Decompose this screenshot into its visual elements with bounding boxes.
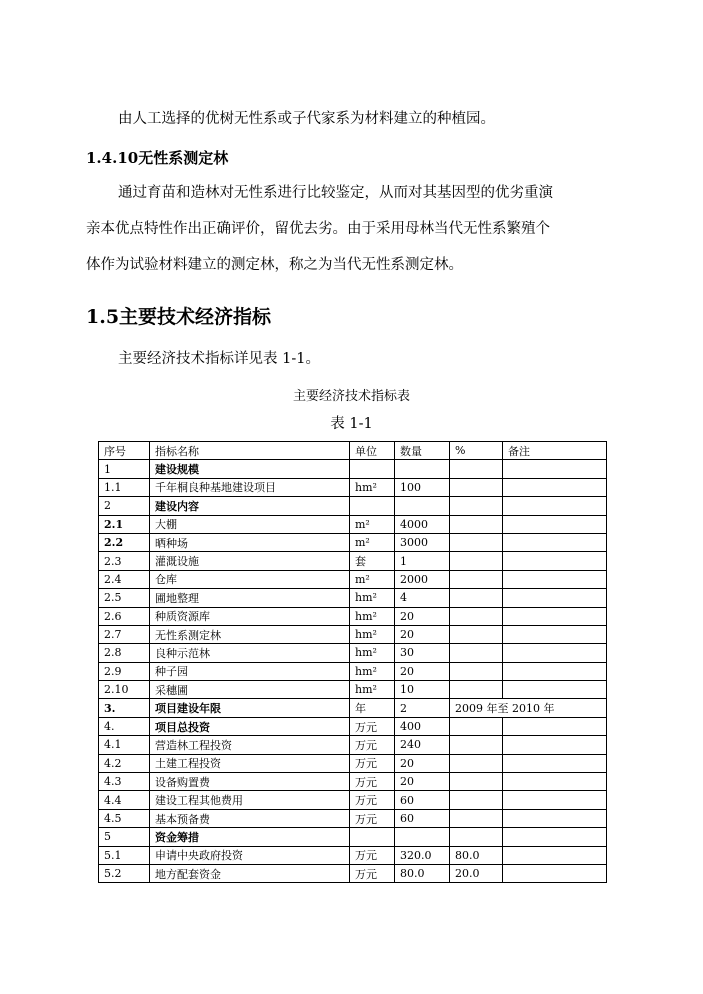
table-cell-remark: [503, 754, 607, 772]
table-cell-percent: [450, 607, 503, 625]
clone-paragraph-line-1: 通过育苗和造林对无性系进行比较鉴定，从而对其基因型的优劣重演: [118, 185, 553, 201]
table-cell-unit: 年: [350, 699, 395, 717]
table-cell-remark: [503, 607, 607, 625]
table-cell-percent: [450, 681, 503, 699]
header-cell-remark: 备注: [503, 442, 607, 460]
table-row: [99, 846, 607, 864]
table-cell-remark: [503, 515, 607, 533]
table-cell-seq: 5.1: [99, 846, 150, 864]
table-cell-percent: [450, 717, 503, 735]
table-row: [99, 589, 607, 607]
table-row: [99, 570, 607, 588]
table-cell-quantity: [395, 497, 450, 515]
table-row: [99, 478, 607, 496]
table-cell-name: 圃地整理: [150, 589, 350, 607]
header-cell-unit: 单位: [350, 442, 395, 460]
table-cell-percent: 2009 年至 2010 年: [450, 699, 607, 717]
table-cell-seq: 4.3: [99, 773, 150, 791]
table-cell-seq: 2.8: [99, 644, 150, 662]
table-cell-unit: 万元: [350, 864, 395, 882]
table-title: 主要经济技术指标表: [292, 389, 410, 404]
table-cell-percent: [450, 478, 503, 496]
table-cell-remark: [503, 497, 607, 515]
table-row: [99, 515, 607, 533]
table-cell-quantity: 20: [395, 662, 450, 680]
table-cell-percent: [450, 736, 503, 754]
table-cell-name: 晒种场: [150, 533, 350, 551]
table-cell-quantity: 60: [395, 809, 450, 827]
table-cell-name: 良种示范林: [150, 644, 350, 662]
table-cell-unit: 套: [350, 552, 395, 570]
table-cell-remark: [503, 828, 607, 846]
table-cell-seq: 2.3: [99, 552, 150, 570]
table-cell-quantity: 2000: [395, 570, 450, 588]
table-cell-remark: [503, 809, 607, 827]
table-cell-unit: m²: [350, 533, 395, 551]
table-reference-paragraph: 主要经济技术指标详见表 1-1。: [118, 351, 320, 367]
table-cell-percent: [450, 828, 503, 846]
table-cell-unit: hm²: [350, 662, 395, 680]
table-cell-percent: [450, 552, 503, 570]
table-cell-quantity: 4: [395, 589, 450, 607]
table-cell-seq: 5: [99, 828, 150, 846]
table-row: [99, 681, 607, 699]
table-cell-remark: [503, 717, 607, 735]
table-cell-name: 仓库: [150, 570, 350, 588]
table-row: [99, 828, 607, 846]
table-cell-seq: 2.1: [99, 515, 150, 533]
table-cell-unit: hm²: [350, 681, 395, 699]
table-cell-seq: 4.2: [99, 754, 150, 772]
table-cell-seq: 3.: [99, 699, 150, 717]
table-cell-unit: [350, 460, 395, 478]
table-cell-remark: [503, 570, 607, 588]
clone-paragraph-line-3: 体作为试验材料建立的测定林，称之为当代无性系测定林。: [86, 257, 463, 273]
table-cell-seq: 2.2: [99, 533, 150, 551]
table-cell-unit: 万元: [350, 791, 395, 809]
table-cell-seq: 4.: [99, 717, 150, 735]
table-cell-percent: [450, 515, 503, 533]
table-cell-unit: [350, 497, 395, 515]
table-cell-remark: [503, 625, 607, 643]
table-cell-name: 无性系测定林: [150, 625, 350, 643]
header-cell-name: 指标名称: [150, 442, 350, 460]
table-cell-percent: [450, 533, 503, 551]
table-cell-name: 大棚: [150, 515, 350, 533]
table-header-row: [99, 442, 607, 460]
table-cell-percent: 80.0: [450, 846, 503, 864]
section-heading-1-5: 1.5主要技术经济指标: [86, 306, 272, 328]
table-cell-quantity: 20: [395, 754, 450, 772]
indicator-table: [98, 441, 607, 883]
table-cell-unit: 万元: [350, 717, 395, 735]
table-cell-name: 种子园: [150, 662, 350, 680]
table-cell-seq: 5.2: [99, 864, 150, 882]
table-cell-seq: 2.5: [99, 589, 150, 607]
table-cell-percent: [450, 460, 503, 478]
table-cell-remark: [503, 478, 607, 496]
table-cell-percent: [450, 791, 503, 809]
table-row: [99, 773, 607, 791]
table-row: [99, 460, 607, 478]
table-cell-percent: [450, 644, 503, 662]
table-row: [99, 699, 607, 717]
table-cell-seq: 2.9: [99, 662, 150, 680]
table-cell-quantity: 240: [395, 736, 450, 754]
table-cell-quantity: [395, 828, 450, 846]
table-cell-name: 建设工程其他费用: [150, 791, 350, 809]
table-cell-percent: [450, 625, 503, 643]
table-row: [99, 625, 607, 643]
table-cell-name: 采穗圃: [150, 681, 350, 699]
table-cell-name: 千年桐良种基地建设项目: [150, 478, 350, 496]
table-cell-quantity: 400: [395, 717, 450, 735]
table-cell-name: 种质资源库: [150, 607, 350, 625]
table-cell-quantity: 30: [395, 644, 450, 662]
table-cell-seq: 2.7: [99, 625, 150, 643]
table-cell-remark: [503, 773, 607, 791]
table-cell-name: 灌溉设施: [150, 552, 350, 570]
table-row: [99, 809, 607, 827]
table-row: [99, 533, 607, 551]
table-body: [99, 460, 607, 883]
table-cell-remark: [503, 662, 607, 680]
table-cell-remark: [503, 552, 607, 570]
table-cell-remark: [503, 644, 607, 662]
table-cell-quantity: 100: [395, 478, 450, 496]
table-number: 表 1-1: [330, 416, 373, 432]
table-cell-name: 营造林工程投资: [150, 736, 350, 754]
table-cell-quantity: 80.0: [395, 864, 450, 882]
table-row: [99, 607, 607, 625]
table-cell-quantity: 1: [395, 552, 450, 570]
table-row: [99, 791, 607, 809]
table-cell-name: 基本预备费: [150, 809, 350, 827]
table-cell-unit: 万元: [350, 736, 395, 754]
table-cell-seq: 2.6: [99, 607, 150, 625]
section-heading-1-4-10: 1.4.10无性系测定林: [86, 149, 229, 167]
table-cell-quantity: 20: [395, 607, 450, 625]
table-cell-unit: 万元: [350, 809, 395, 827]
table-cell-quantity: 20: [395, 773, 450, 791]
table-cell-quantity: 20: [395, 625, 450, 643]
table-cell-unit: hm²: [350, 607, 395, 625]
table-cell-percent: 20.0: [450, 864, 503, 882]
table-row: [99, 754, 607, 772]
table-cell-unit: [350, 828, 395, 846]
table-cell-name: 地方配套资金: [150, 864, 350, 882]
intro-paragraph: 由人工选择的优树无性系或子代家系为材料建立的种植园。: [118, 111, 495, 127]
table-cell-remark: [503, 864, 607, 882]
header-cell-seq: 序号: [99, 442, 150, 460]
table-cell-quantity: 60: [395, 791, 450, 809]
table-cell-seq: 2: [99, 497, 150, 515]
table-cell-percent: [450, 809, 503, 827]
table-cell-seq: 1.1: [99, 478, 150, 496]
table-cell-seq: 4.5: [99, 809, 150, 827]
table-cell-unit: hm²: [350, 589, 395, 607]
clone-paragraph-line-2: 亲本优点特性作出正确评价，留优去劣。由于采用母林当代无性系繁殖个: [86, 221, 550, 237]
table-cell-unit: 万元: [350, 846, 395, 864]
table-cell-unit: hm²: [350, 478, 395, 496]
table-cell-unit: 万元: [350, 754, 395, 772]
table-cell-remark: [503, 681, 607, 699]
header-cell-quantity: 数量: [395, 442, 450, 460]
table-cell-unit: hm²: [350, 644, 395, 662]
table-cell-seq: 2.4: [99, 570, 150, 588]
table-row: [99, 644, 607, 662]
table-cell-percent: [450, 570, 503, 588]
table-cell-remark: [503, 791, 607, 809]
table-cell-name: 建设规模: [150, 460, 350, 478]
table-cell-quantity: 320.0: [395, 846, 450, 864]
table-cell-unit: m²: [350, 515, 395, 533]
table-row: [99, 864, 607, 882]
table-cell-name: 资金筹措: [150, 828, 350, 846]
table-cell-name: 土建工程投资: [150, 754, 350, 772]
table-cell-unit: 万元: [350, 773, 395, 791]
table-cell-seq: 4.1: [99, 736, 150, 754]
table-row: [99, 662, 607, 680]
table-cell-remark: [503, 846, 607, 864]
table-cell-name: 建设内容: [150, 497, 350, 515]
table-cell-remark: [503, 736, 607, 754]
table-cell-percent: [450, 773, 503, 791]
table-cell-remark: [503, 589, 607, 607]
table-cell-seq: 4.4: [99, 791, 150, 809]
table-row: [99, 552, 607, 570]
table-cell-quantity: [395, 460, 450, 478]
table-cell-unit: m²: [350, 570, 395, 588]
table-cell-name: 申请中央政府投资: [150, 846, 350, 864]
table-row: [99, 717, 607, 735]
table-cell-percent: [450, 497, 503, 515]
table-cell-percent: [450, 589, 503, 607]
table-row: [99, 497, 607, 515]
table-row: [99, 736, 607, 754]
table-cell-remark: [503, 533, 607, 551]
table-cell-percent: [450, 662, 503, 680]
table-cell-percent: [450, 754, 503, 772]
header-cell-percent: %: [450, 442, 503, 460]
table-cell-name: 设备购置费: [150, 773, 350, 791]
table-cell-seq: 1: [99, 460, 150, 478]
table-cell-name: 项目总投资: [150, 717, 350, 735]
table-cell-seq: 2.10: [99, 681, 150, 699]
table-cell-quantity: 2: [395, 699, 450, 717]
table-cell-name: 项目建设年限: [150, 699, 350, 717]
table-cell-remark: [503, 460, 607, 478]
table-cell-quantity: 3000: [395, 533, 450, 551]
table-cell-unit: hm²: [350, 625, 395, 643]
table-cell-quantity: 10: [395, 681, 450, 699]
table-cell-quantity: 4000: [395, 515, 450, 533]
